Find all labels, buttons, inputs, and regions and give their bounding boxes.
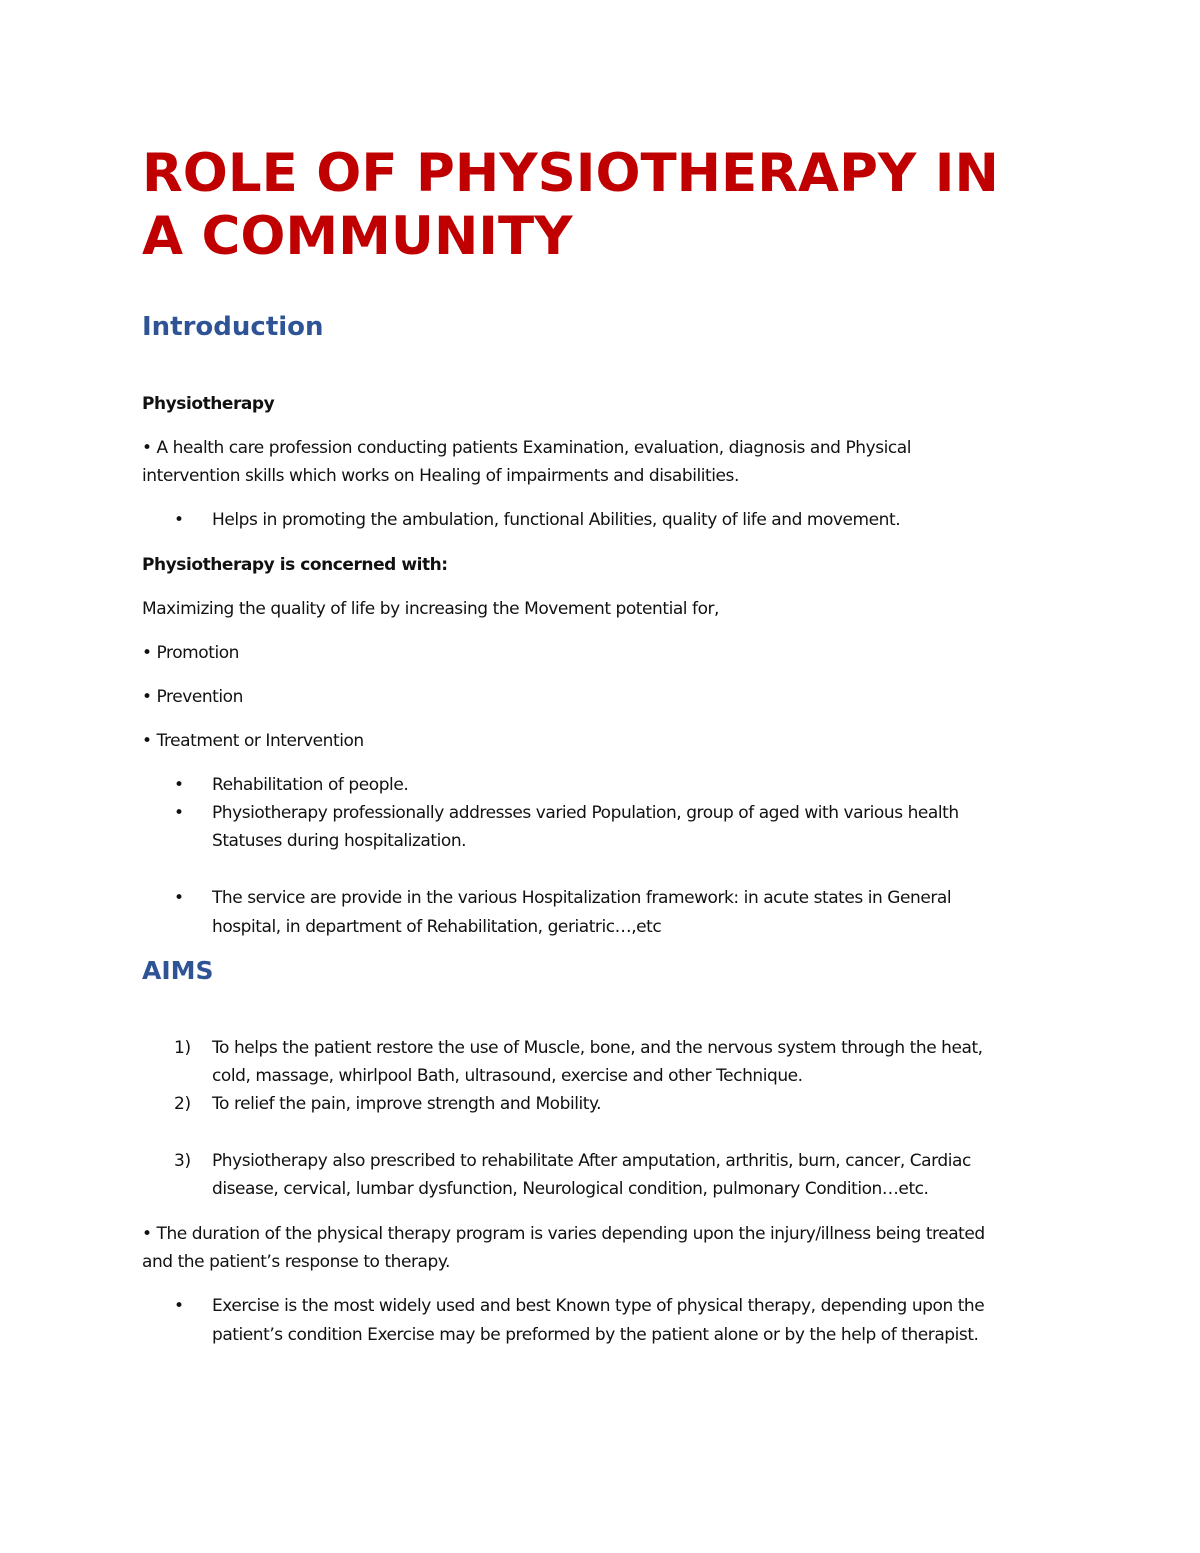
list-item-treatment — [142, 727, 364, 755]
list-bullet: • — [142, 643, 152, 663]
list-bullet: • — [174, 888, 185, 908]
exercise-line-1: Exercise is the most widely used and best Known type of physical therapy, depending upon the — [212, 1296, 985, 1316]
physiotherapy-subheading: Physiotherapy — [142, 394, 275, 414]
duration-line-2: and the patient’s response to therapy. — [142, 1252, 450, 1272]
aim-number: 3) — [174, 1151, 191, 1171]
definition-line-1 — [142, 434, 911, 462]
list-bullet: • — [174, 1296, 185, 1316]
list-bullet: • — [142, 687, 152, 707]
definition-text-line-1: A health care profession conducting patients Examination, evaluation, diagnosis and Physical — [156, 438, 912, 458]
list-item-rehabilitation: Rehabilitation of people. — [212, 775, 409, 795]
aim-1-line-2: cold, massage, whirlpool Bath, ultrasound, exercise and other Technique. — [212, 1066, 803, 1086]
list-item-service-line-1: The service are provide in the various Hospitalization framework: in acute states in General — [212, 888, 952, 908]
duration-text-line-1: The duration of the physical therapy program is varies depending upon the injury/illness being treated — [156, 1224, 985, 1244]
document-title-line-2: A COMMUNITY — [142, 206, 573, 267]
document-title-line-1: ROLE OF PHYSIOTHERAPY IN — [142, 143, 999, 204]
list-item-population-line-2: Statuses during hospitalization. — [212, 831, 467, 851]
maximizing-paragraph: Maximizing the quality of life by increasing the Movement potential for, — [142, 599, 720, 619]
aim-1-line-1: To helps the patient restore the use of Muscle, bone, and the nervous system through the heat, — [212, 1038, 983, 1058]
list-item-population-line-1: Physiotherapy professionally addresses varied Population, group of aged with various health — [212, 803, 959, 823]
list-item-label: Treatment or Intervention — [156, 731, 364, 751]
list-item-label: Prevention — [156, 687, 243, 707]
list-bullet: • — [174, 775, 185, 795]
aim-number: 2) — [174, 1094, 191, 1114]
aim-2-line-1: To relief the pain, improve strength and Mobility. — [212, 1094, 602, 1114]
list-item-label: Promotion — [156, 643, 239, 663]
aim-3-line-2: disease, cervical, lumbar dysfunction, Neurological condition, pulmonary Condition…etc. — [212, 1179, 929, 1199]
concerned-with-heading: Physiotherapy is concerned with: — [142, 555, 448, 575]
aim-3-line-1: Physiotherapy also prescribed to rehabilitate After amputation, arthritis, burn, cancer, Cardiac — [212, 1151, 971, 1171]
definition-line-2: intervention skills which works on Healing of impairments and disabilities. — [142, 466, 739, 486]
aims-heading: AIMS — [142, 956, 214, 985]
list-item-prevention — [142, 683, 243, 711]
exercise-line-2: patient’s condition Exercise may be preformed by the patient alone or by the help of therapist. — [212, 1325, 979, 1345]
duration-bullet: • — [142, 1224, 152, 1244]
list-bullet: • — [142, 731, 152, 751]
list-bullet: • — [174, 803, 185, 823]
helps-bullet: • — [174, 510, 185, 530]
introduction-heading: Introduction — [142, 312, 324, 342]
duration-line-1 — [142, 1220, 985, 1248]
definition-bullet: • — [142, 438, 152, 458]
helps-text: Helps in promoting the ambulation, functional Abilities, quality of life and movement. — [212, 510, 901, 530]
aim-number: 1) — [174, 1038, 191, 1058]
list-item-service-line-2: hospital, in department of Rehabilitation, geriatric…,etc — [212, 917, 662, 937]
list-item-promotion — [142, 639, 239, 667]
